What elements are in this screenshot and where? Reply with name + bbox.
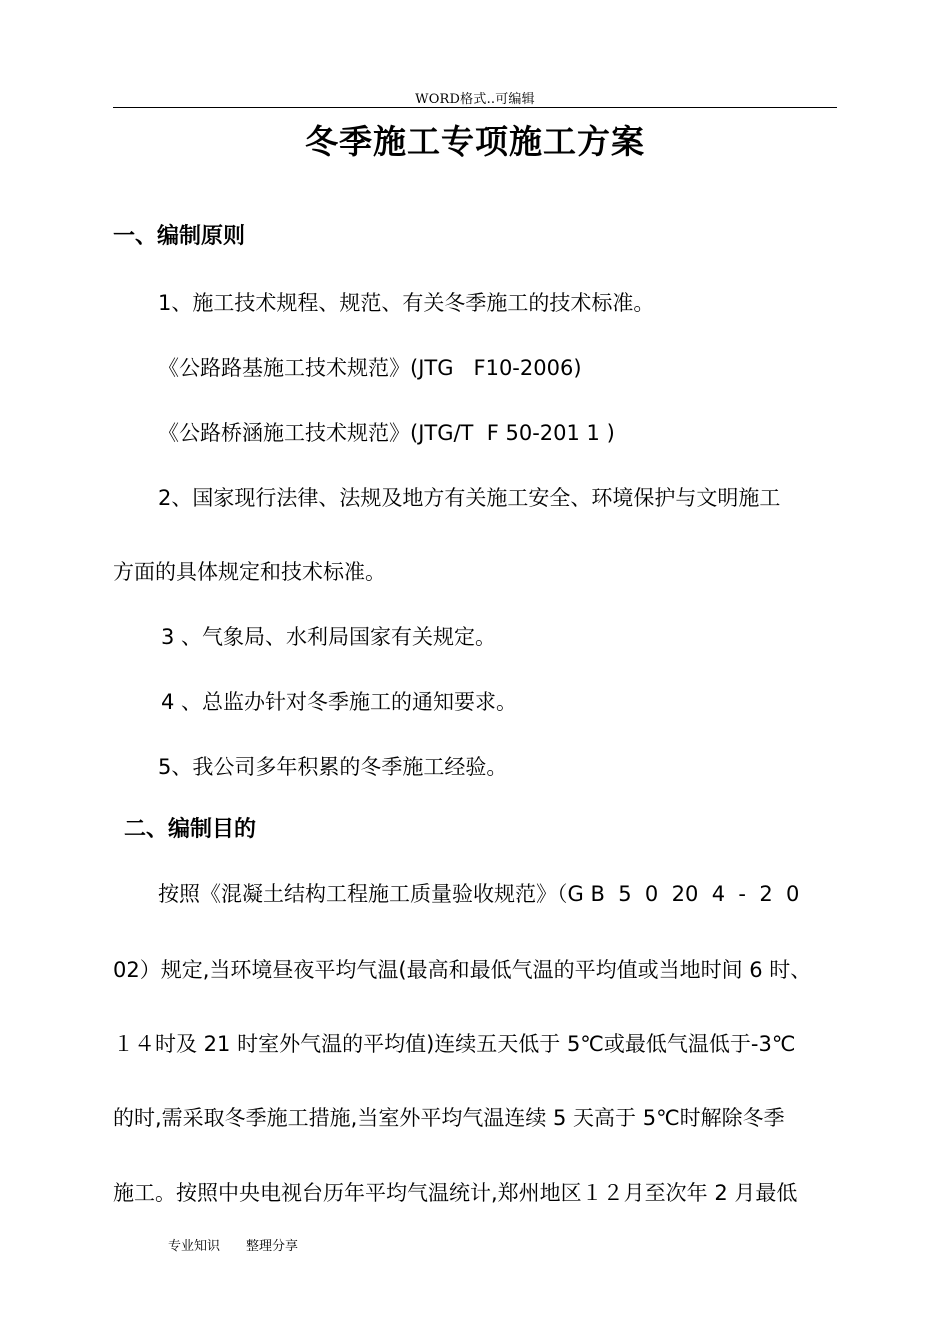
section-heading-1: 一、编制原则 bbox=[113, 224, 246, 249]
page-footer bbox=[168, 1235, 298, 1254]
paragraph-line: 1、施工技术规程、规范、有关冬季施工的技术标准。 bbox=[158, 291, 655, 315]
header-divider bbox=[113, 107, 837, 108]
paragraph-line: 按照《混凝土结构工程施工质量验收规范》（G B 5 0 20 4 - 2 0 bbox=[158, 882, 800, 906]
paragraph-line: 2、国家现行法律、法规及地方有关施工安全、环境保护与文明施工 bbox=[158, 486, 781, 510]
paragraph-line: 《公路桥涵施工技术规范》(JTG/T F 50-201 1 ) bbox=[158, 421, 615, 445]
paragraph-line: １４时及 21 时室外气温的平均值)连续五天低于 5℃或最低气温低于-3℃ bbox=[113, 1032, 796, 1056]
document-title: 冬季施工专项施工方案 bbox=[305, 122, 645, 161]
paragraph-line: 施工。按照中央电视台历年平均气温统计,郑州地区１２月至次年 2 月最低 bbox=[113, 1181, 798, 1205]
paragraph-line: 5、我公司多年积累的冬季施工经验。 bbox=[158, 755, 508, 779]
paragraph-line: 的时,需采取冬季施工措施,当室外平均气温连续 5 天高于 5℃时解除冬季 bbox=[113, 1106, 785, 1130]
paragraph-line: 方面的具体规定和技术标准。 bbox=[113, 560, 386, 584]
paragraph-line: 02）规定,当环境昼夜平均气温(最高和最低气温的平均值或当地时间 6 时、 bbox=[113, 958, 812, 982]
paragraph-line: 4 、总监办针对冬季施工的通知要求。 bbox=[161, 690, 518, 714]
section-heading-2: 二、编制目的 bbox=[124, 817, 257, 842]
paragraph-line: 3 、气象局、水利局国家有关规定。 bbox=[161, 625, 497, 649]
paragraph-line: 《公路路基施工技术规范》(JTG F10-2006) bbox=[158, 356, 582, 380]
footer-left-text: 专业知识 bbox=[168, 1239, 221, 1254]
page-header: WORD格式..可编辑 bbox=[415, 92, 535, 107]
footer-right-text: 整理分享 bbox=[246, 1239, 299, 1254]
